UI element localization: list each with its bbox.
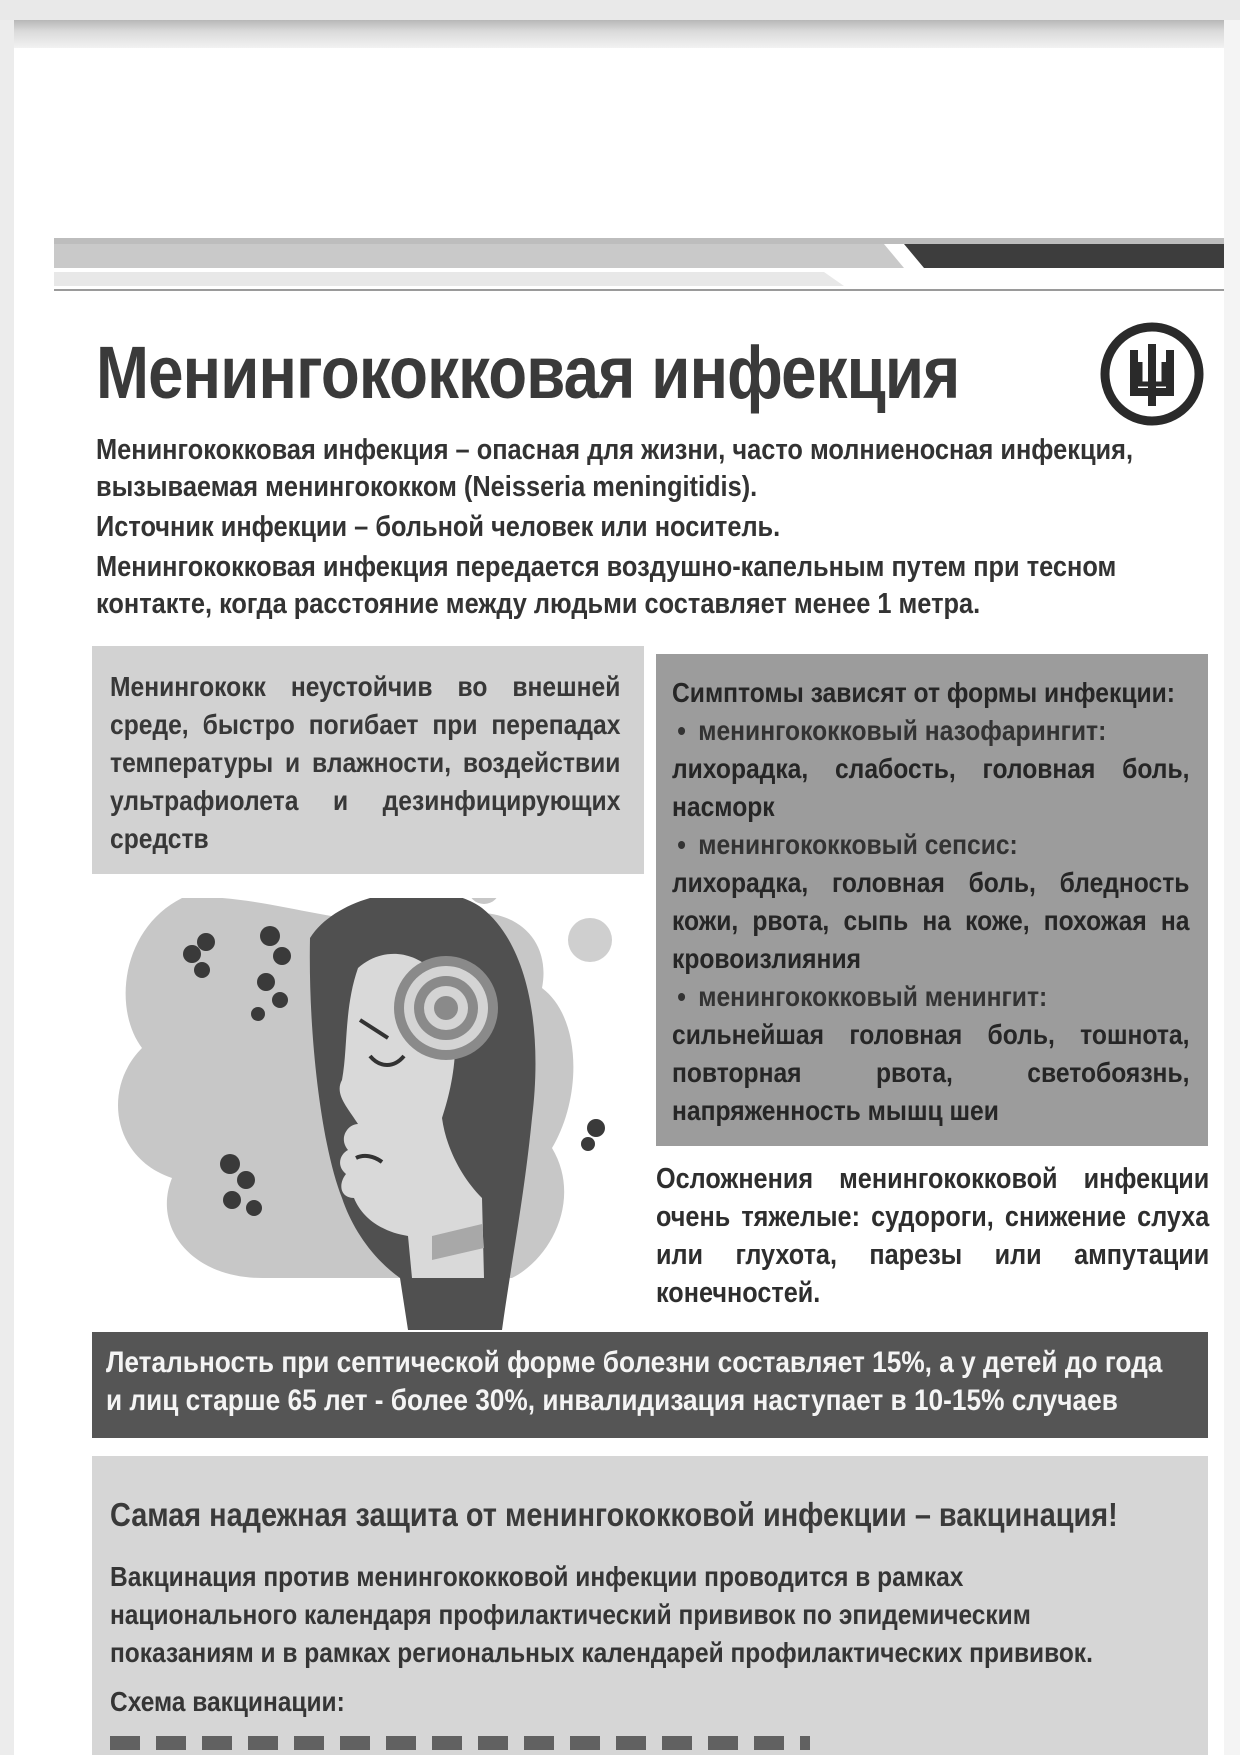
vaccination-text (110, 1558, 1213, 1672)
scan-top-edge (0, 0, 1240, 22)
vaccination-heading: Самая надежная защита от менингококковой инфекции – вакцинация! (110, 1496, 1118, 1533)
vaccination-scheme-label: Схема вакцинации: (110, 1686, 345, 1717)
intro-paragraph-2: Источник инфекции – больной человек или носитель. (96, 511, 781, 543)
scan-right-edge (1224, 20, 1240, 1755)
mortality-banner (92, 1332, 1208, 1438)
intro-section (96, 432, 1172, 626)
vaccination-line: показаниям и в рамках региональных календарей профилактических прививок. (110, 1637, 1093, 1668)
symptoms-content (672, 674, 1189, 1130)
vaccination-line: национального календаря профилактический прививок по эпидемическим (110, 1599, 1031, 1630)
symptoms-box (656, 654, 1208, 1146)
cut-off-text-line (110, 1736, 810, 1750)
mortality-line: Летальность при септической форме болезни составляет 15%, а у детей до года (106, 1346, 1163, 1379)
symptom-form-desc: сильнейшая головная боль, тошнота, повторная рвота, светобоязнь, напряженность мышц шеи (672, 1019, 1190, 1126)
headache-illustration (112, 898, 660, 1330)
environment-text: Менингококк неустойчив во внешней среде, быстро погибает при перепадах температуры и влажности, воздействии ультрафиолета и дезинфицирующих средств (110, 671, 621, 854)
mortality-line: и лиц старше 65 лет - более 30%, инвалидизация наступает в 10-15% случаев (106, 1384, 1118, 1417)
symptom-form-name: • менингококковый назофарингит: (672, 712, 1189, 750)
symptom-form-name: • менингококковый менингит: (672, 978, 1189, 1016)
scan-left-edge (0, 20, 14, 1755)
symptom-form-name: • менингококковый сепсис: (672, 826, 1189, 864)
environment-box (92, 646, 644, 874)
header-stripes (54, 238, 1224, 298)
vaccination-box (92, 1456, 1208, 1755)
scan-shadow-band (14, 20, 1224, 48)
vaccination-line: Вакцинация против менингококковой инфекции проводится в рамках (110, 1561, 964, 1592)
page-title: Менингококковая инфекция (96, 331, 960, 414)
symptom-form-desc: лихорадка, головная боль, бледность кожи, рвота, сыпь на коже, похожая на кровоизлияния (672, 867, 1190, 974)
symptom-form-desc: лихорадка, слабость, головная боль, насморк (672, 753, 1190, 822)
intro-paragraph-3: Менингококковая инфекция передается воздушно-капельным путем при тесном контакте, когда расстояние между людьми составляет менее 1 метра. (96, 551, 1117, 620)
intro-paragraph-1: Менингококковая инфекция – опасная для жизни, часто молниеносная инфекция, вызываемая менингококком (Neisseria meningitidis). (96, 434, 1134, 503)
complications-text: Осложнения менингококковой инфекции очень тяжелые: судороги, снижение слуха или глухота, парезы или ампутации конечностей. (656, 1163, 1210, 1309)
rospotrebnadzor-emblem-icon (1100, 322, 1204, 426)
mortality-text (106, 1344, 1209, 1420)
symptoms-heading: Симптомы зависят от формы инфекции: (672, 677, 1175, 708)
